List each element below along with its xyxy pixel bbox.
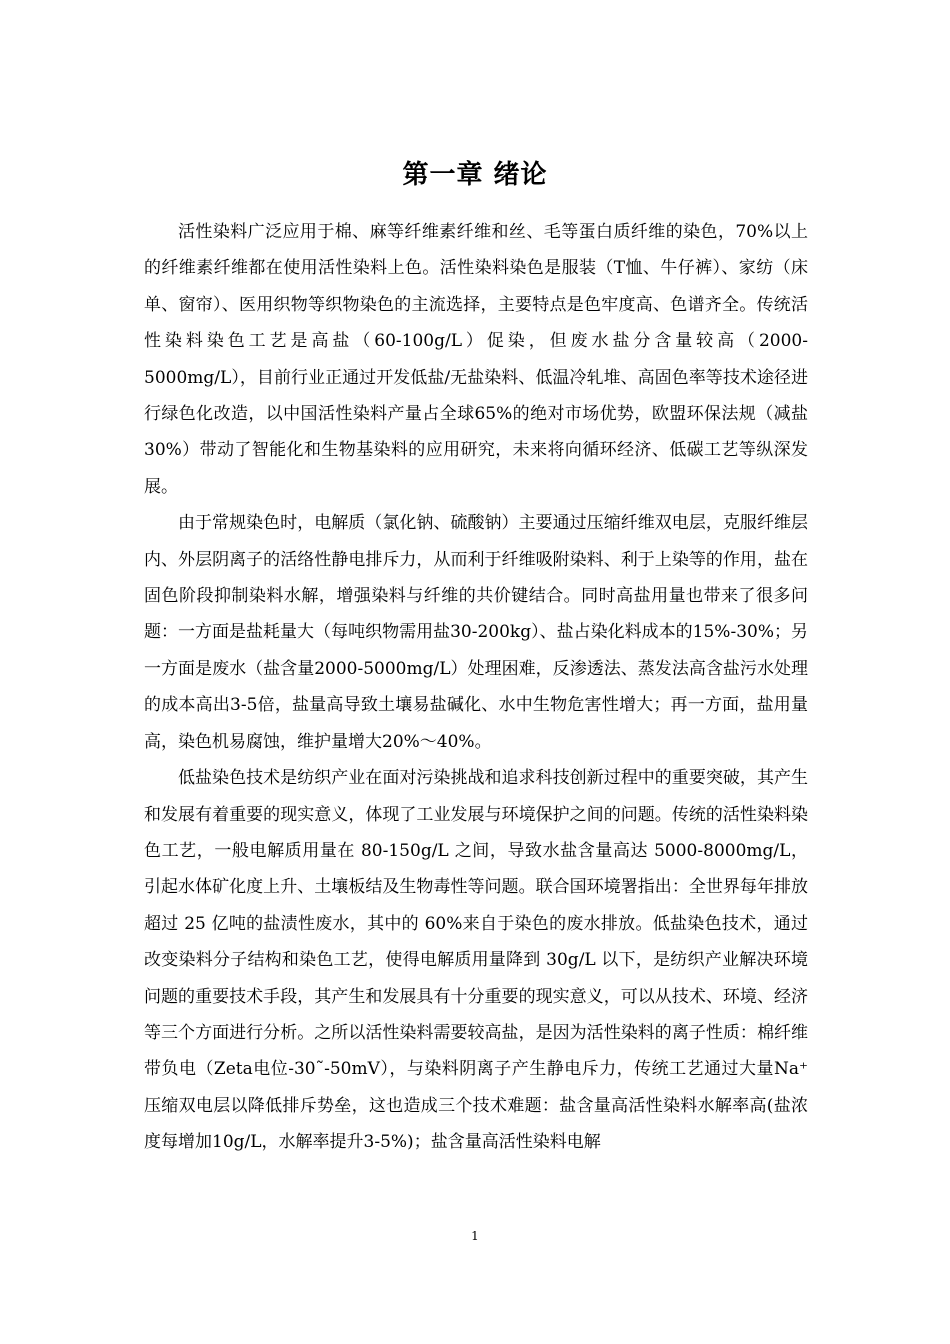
paragraph-3: 低盐染色技术是纺织产业在面对污染挑战和追求科技创新过程中的重要突破，其产生和发展有着重要的现实意义，体现了工业发展与环境保护之间的问题。传统的活性染料染色工艺，一般电解质用量在 80-150g/L 之间，导致水盐含量高达 5000-8000mg/L，引起水体矿化度上升、土壤板结及生物毒性等问题。联合国环境署指出：全世界每年排放超过 25 亿吨的盐渍性废水，其中的 60%来自于染色的废水排放。低盐染色技术，通过改变染料分子结构和染色工艺，使得电解质用量降到 30g/L 以下，是纺织产业解决环境问题的重要技术手段，其产生和发展具有十分重要的现实意义，可以从技术、环境、经济等三个方面进行分析。之所以活性染料需要较高盐，是因为活性染料的离子性质：棉纤维带负电（Zeta电位-30˜-50mV），与染料阴离子产生静电斥力，传统工艺通过大量Na⁺压缩双电层以降低排斥势垒，这也造成三个技术难题：盐含量高活性染料水解率高(盐浓度每增加10g/L，水解率提升3-5%)；盐含量高活性染料电解 — [144, 768, 808, 1153]
paragraph-2: 由于常规染色时，电解质（氯化钠、硫酸钠）主要通过压缩纤维双电层，克服纤维层内、外层阴离子的活络性静电排斥力，从而利于纤维吸附染料、利于上染等的作用，盐在固色阶段抑制染料水解，增强染料与纤维的共价键结合。同时高盐用量也带来了很多问题：一方面是盐耗量大（每吨织物需用盐30-200kg）、盐占染化料成本的15%-30%；另一方面是废水（盐含量2000-5000mg/L）处理困难，反渗透法、蒸发法高含盐污水处理的成本高出3-5倍，盐量高导致土壤易盐碱化、水中生物危害性增大；再一方面，盐用量高，染色机易腐蚀，维护量增大20%～40%。 — [144, 513, 808, 752]
paragraph-1: 活性染料广泛应用于棉、麻等纤维素纤维和丝、毛等蛋白质纤维的染色，70%以上的纤维素纤维都在使用活性染料上色。活性染料染色是服装（T恤、牛仔裤）、家纺（床单、窗帘）、医用织物等织物染色的主流选择，主要特点是色牢度高、色谱齐全。传统活性染料染色工艺是高盐（60-100g/L）促染，但废水盐分含量较高（2000-5000mg/L），目前行业正通过开发低盐/无盐染料、低温冷轧堆、高固色率等技术途径进行绿色化改造，以中国活性染料产量占全球65%的绝对市场优势，欧盟环保法规（减盐30%）带动了智能化和生物基染料的应用研究，未来将向循环经济、低碳工艺等纵深发展。 — [144, 222, 808, 497]
body-text — [144, 214, 808, 1161]
page-number: 1 — [471, 1229, 479, 1243]
chapter-title: 第一章 绪论 — [402, 160, 548, 190]
